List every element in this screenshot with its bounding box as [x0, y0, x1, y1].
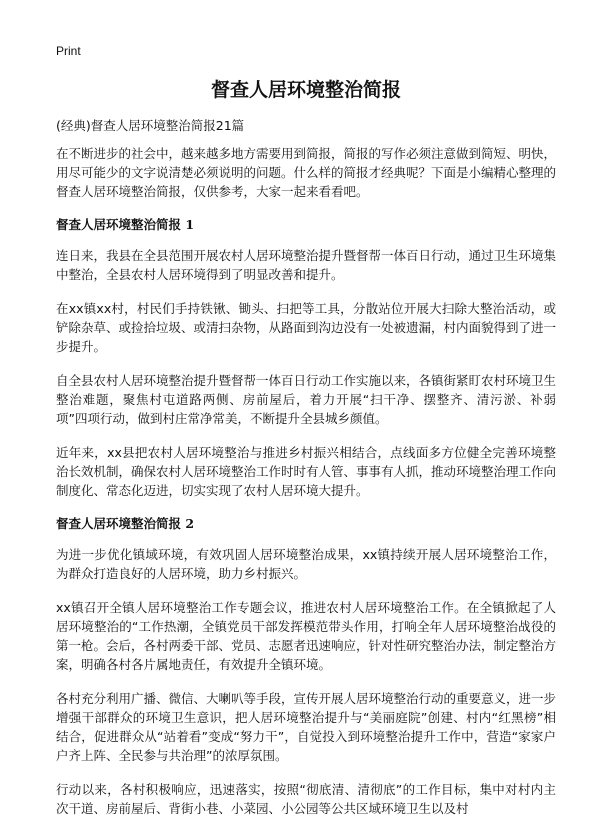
section-heading: 督查人居环境整治简报 1 — [56, 217, 195, 232]
document-subtitle: (经典)督查人居环境整治简报21篇 — [56, 118, 245, 133]
document-title: 督查人居环境整治简报 — [210, 79, 401, 101]
section-paragraph: 自全县农村人居环境整治提升暨督帮一体百日行动工作实施以来，各镇街紧盯农村环境卫生整治难题，聚焦村屯道路两侧、房前屋后，着力开展“扫干净、摆整齐、清污淤、补弱项”四项行动，做到村庄常净常美，不断提升全县城乡颜值。 — [56, 373, 557, 426]
section-paragraph: 各村充分利用广播、微信、大喇叭等手段，宣传开展人居环境整治行动的重要意义，进一步增强干部群众的环境卫生意识，把人居环境整治提升与“美丽庭院”创建、村内“红黑榜”相结合，促进群众从“站着看”变成“努力干”，自觉投入到环境整治提升工作中，营造“家家户户齐上阵、全民参与共治理”的浓厚氛围。 — [56, 691, 557, 763]
section-2 — [56, 515, 556, 818]
section-heading: 督查人居环境整治简报 2 — [56, 516, 195, 531]
section-paragraph: 为进一步优化镇域环境，有效巩固人居环境整治成果，xx镇持续开展人居环境整治工作，为群众打造良好的人居环境，助力乡村振兴。 — [56, 547, 556, 581]
section-paragraph: 行动以来，各村积极响应，迅速落实，按照“彻底清、清彻底”的工作目标，集中对村内主次干道、房前屋后、背街小巷、小菜园、小公园等公共区域环境卫生以及村 — [56, 782, 556, 816]
intro-paragraph: 在不断进步的社会中，越来越多地方需要用到简报，简报的写作必须注意做到简短、明快，用尽可能少的文字说清楚必须说明的问题。什么样的简报才经典呢？下面是小编精心整理的督查人居环境整治简报，仅供参考，大家一起来看看吧。 — [56, 146, 557, 199]
section-paragraph: xx镇召开全镇人居环境整治工作专题会议，推进农村人居环境整治工作。在全镇掀起了人居环境整治的“工作热潮，全镇党员干部发挥模范带头作用，打响全年人居环境整治战役的第一枪。会后，各村两委干部、党员、志愿者迅速响应，针对性研究整治办法，制定整治方案，明确各村各片属地责任，有效提升全镇环境。 — [56, 600, 557, 672]
section-paragraph: 在xx镇xx村，村民们手持铁锹、锄头、扫把等工具，分散站位开展大扫除大整治活动，或铲除杂草、或捡拾垃圾、或清扫杂物，从路面到沟边没有一处被遗漏，村内面貌得到了进一步提升。 — [56, 301, 557, 354]
section-paragraph: 连日来，我县在全县范围开展农村人居环境整治提升暨督帮一体百日行动，通过卫生环境集中整治，全县农村人居环境得到了明显改善和提升。 — [56, 248, 557, 282]
section-1 — [56, 216, 556, 500]
print-link[interactable]: Print — [56, 44, 81, 58]
section-paragraph: 近年来，xx县把农村人居环境整治与推进乡村振兴相结合，点线面多方位健全完善环境整治长效机制，确保农村人居环境整治工作时时有人管、事事有人抓，推动环境整治理工作向制度化、常态化迈进，切实实现了农村人居环境大提升。 — [56, 445, 557, 498]
